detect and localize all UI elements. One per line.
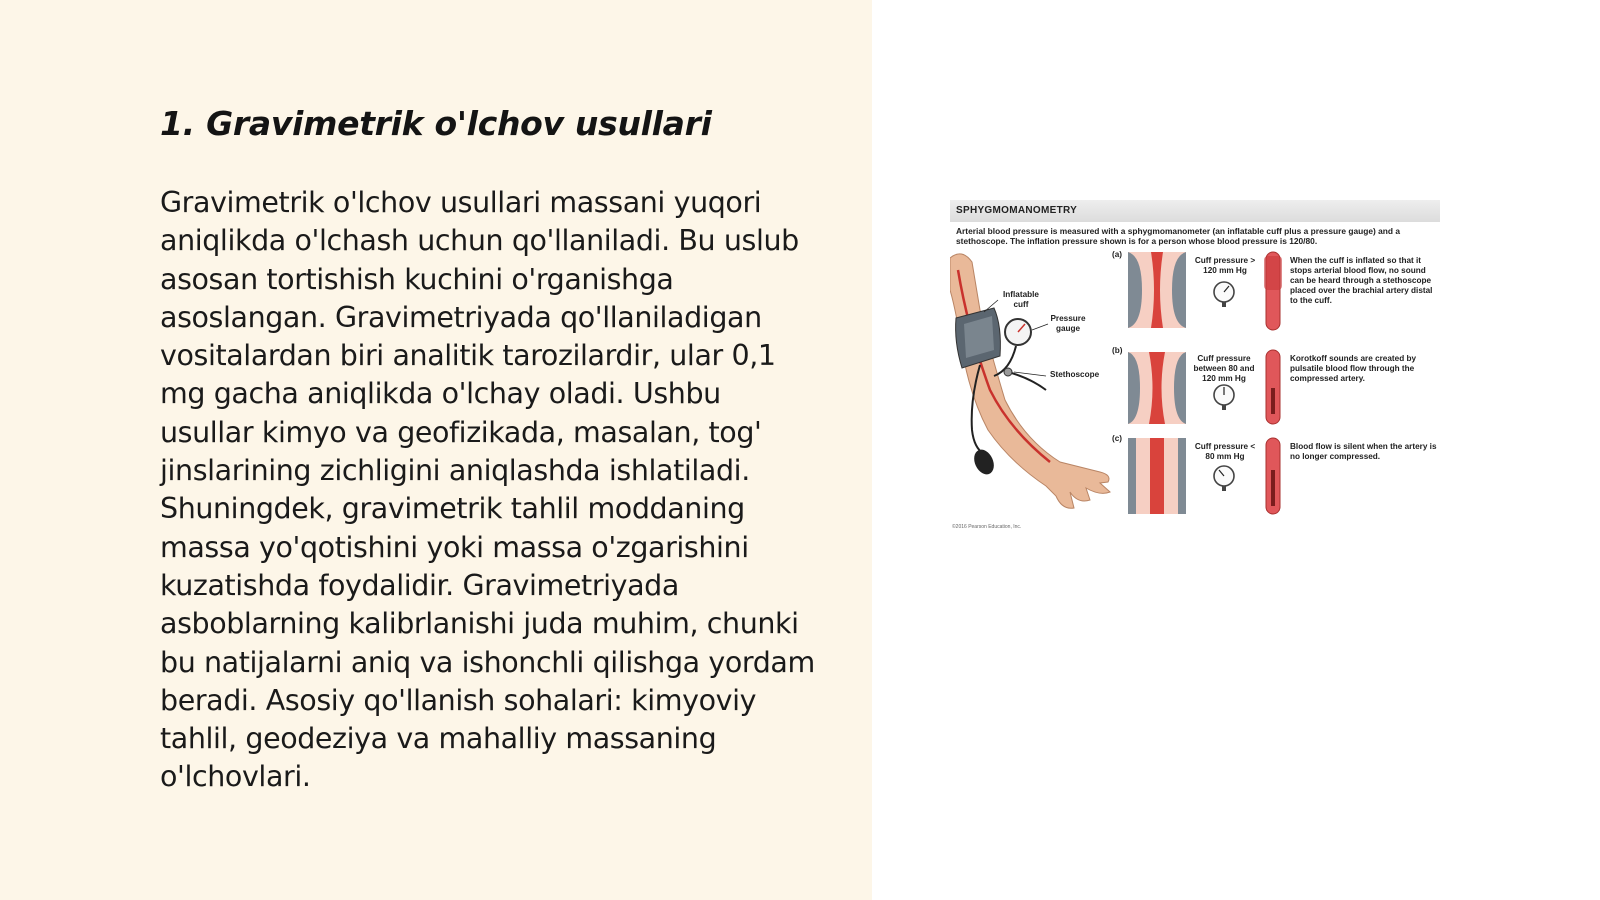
panel-c-vessel: [1266, 438, 1280, 514]
label-pressure-gauge: Pressure gauge: [1050, 314, 1086, 333]
panel-c-artery: [1128, 438, 1186, 514]
panel-a-gauge: [1214, 282, 1234, 307]
panel-c-description: Blood flow is silent when the artery is no longer compressed.: [1290, 442, 1437, 461]
figure-caption: Arterial blood pressure is measured with a sphygmomanometer (an inflatable cuff plus a pressure gauge) and a stethoscope. The inflation pressure shown is for a person whose blood pressure is 120/80.: [956, 226, 1400, 246]
panel-c-gauge: [1214, 466, 1234, 491]
panel-b-letter: (b): [1112, 346, 1123, 355]
panel-b-pressure: Cuff pressure between 80 and 120 mm Hg: [1193, 354, 1255, 383]
panel-a-artery: [1128, 252, 1186, 328]
inflation-bulb: [970, 446, 997, 477]
label-inflatable-cuff: Inflatable cuff: [1003, 290, 1039, 309]
stethoscope-head: [1004, 368, 1012, 376]
panel-a-letter: (a): [1112, 250, 1123, 259]
figure-header: SPHYGMOMANOMETRY: [956, 205, 1078, 216]
sphygmomanometry-figure: [950, 200, 1440, 536]
figure-copyright: ©2016 Pearson Education, Inc.: [952, 524, 1022, 530]
panel-a-vessel: [1264, 252, 1282, 330]
panel-b-description: Korotkoff sounds are created by pulsatile blood flow through the compressed artery.: [1290, 354, 1417, 383]
slide-body-text: Gravimetrik o'lchov usullari massani yuqori aniqlikda o'lchash uchun qo'llaniladi. Bu uslub asosan tortishish kuchini o'rganishga asoslangan. Gravimetriyada qo'llaniladigan vositalardan biri analitik tarozilardir, ular 0,1 mg gacha aniqlikda o'lchay oladi. Ushbu usullar kimyo va geofizikada, masalan, tog' jinslarining zichligini aniqlashda ishlatiladi. Shuningdek, gravimetrik tahlil moddaning massa yo'qotishini yoki massa o'zgarishini kuzatishda foydalidir. Gravimetriyada asboblarning kalibrlanishi juda muhim, chunki bu natijalarni aniq va ishonchli qilishga yordam beradi. Asosiy qo'llanish sohalari: kimyoviy tahlil, geodeziya va mahalliy massaning o'lchovlari.: [160, 186, 815, 794]
panel-c-pressure: Cuff pressure < 80 mm Hg: [1194, 442, 1256, 461]
stethoscope-tube: [1008, 372, 1046, 390]
panel-b-gauge: [1214, 385, 1234, 410]
panel-a-description: When the cuff is inflated so that it stops arterial blood flow, no sound can be heard through a stethoscope placed over the brachial artery distal to the cuff.: [1290, 256, 1433, 305]
panel-b-artery: [1128, 352, 1186, 424]
panel-a-pressure: Cuff pressure > 120 mm Hg: [1194, 256, 1256, 275]
panel-b-vessel: [1266, 350, 1280, 424]
slide-title: 1. Gravimetrik o'lchov usullari: [160, 104, 712, 143]
panel-c-letter: (c): [1112, 434, 1123, 443]
gauge-pointer: [1032, 324, 1048, 330]
label-stethoscope: Stethoscope: [1050, 370, 1100, 379]
